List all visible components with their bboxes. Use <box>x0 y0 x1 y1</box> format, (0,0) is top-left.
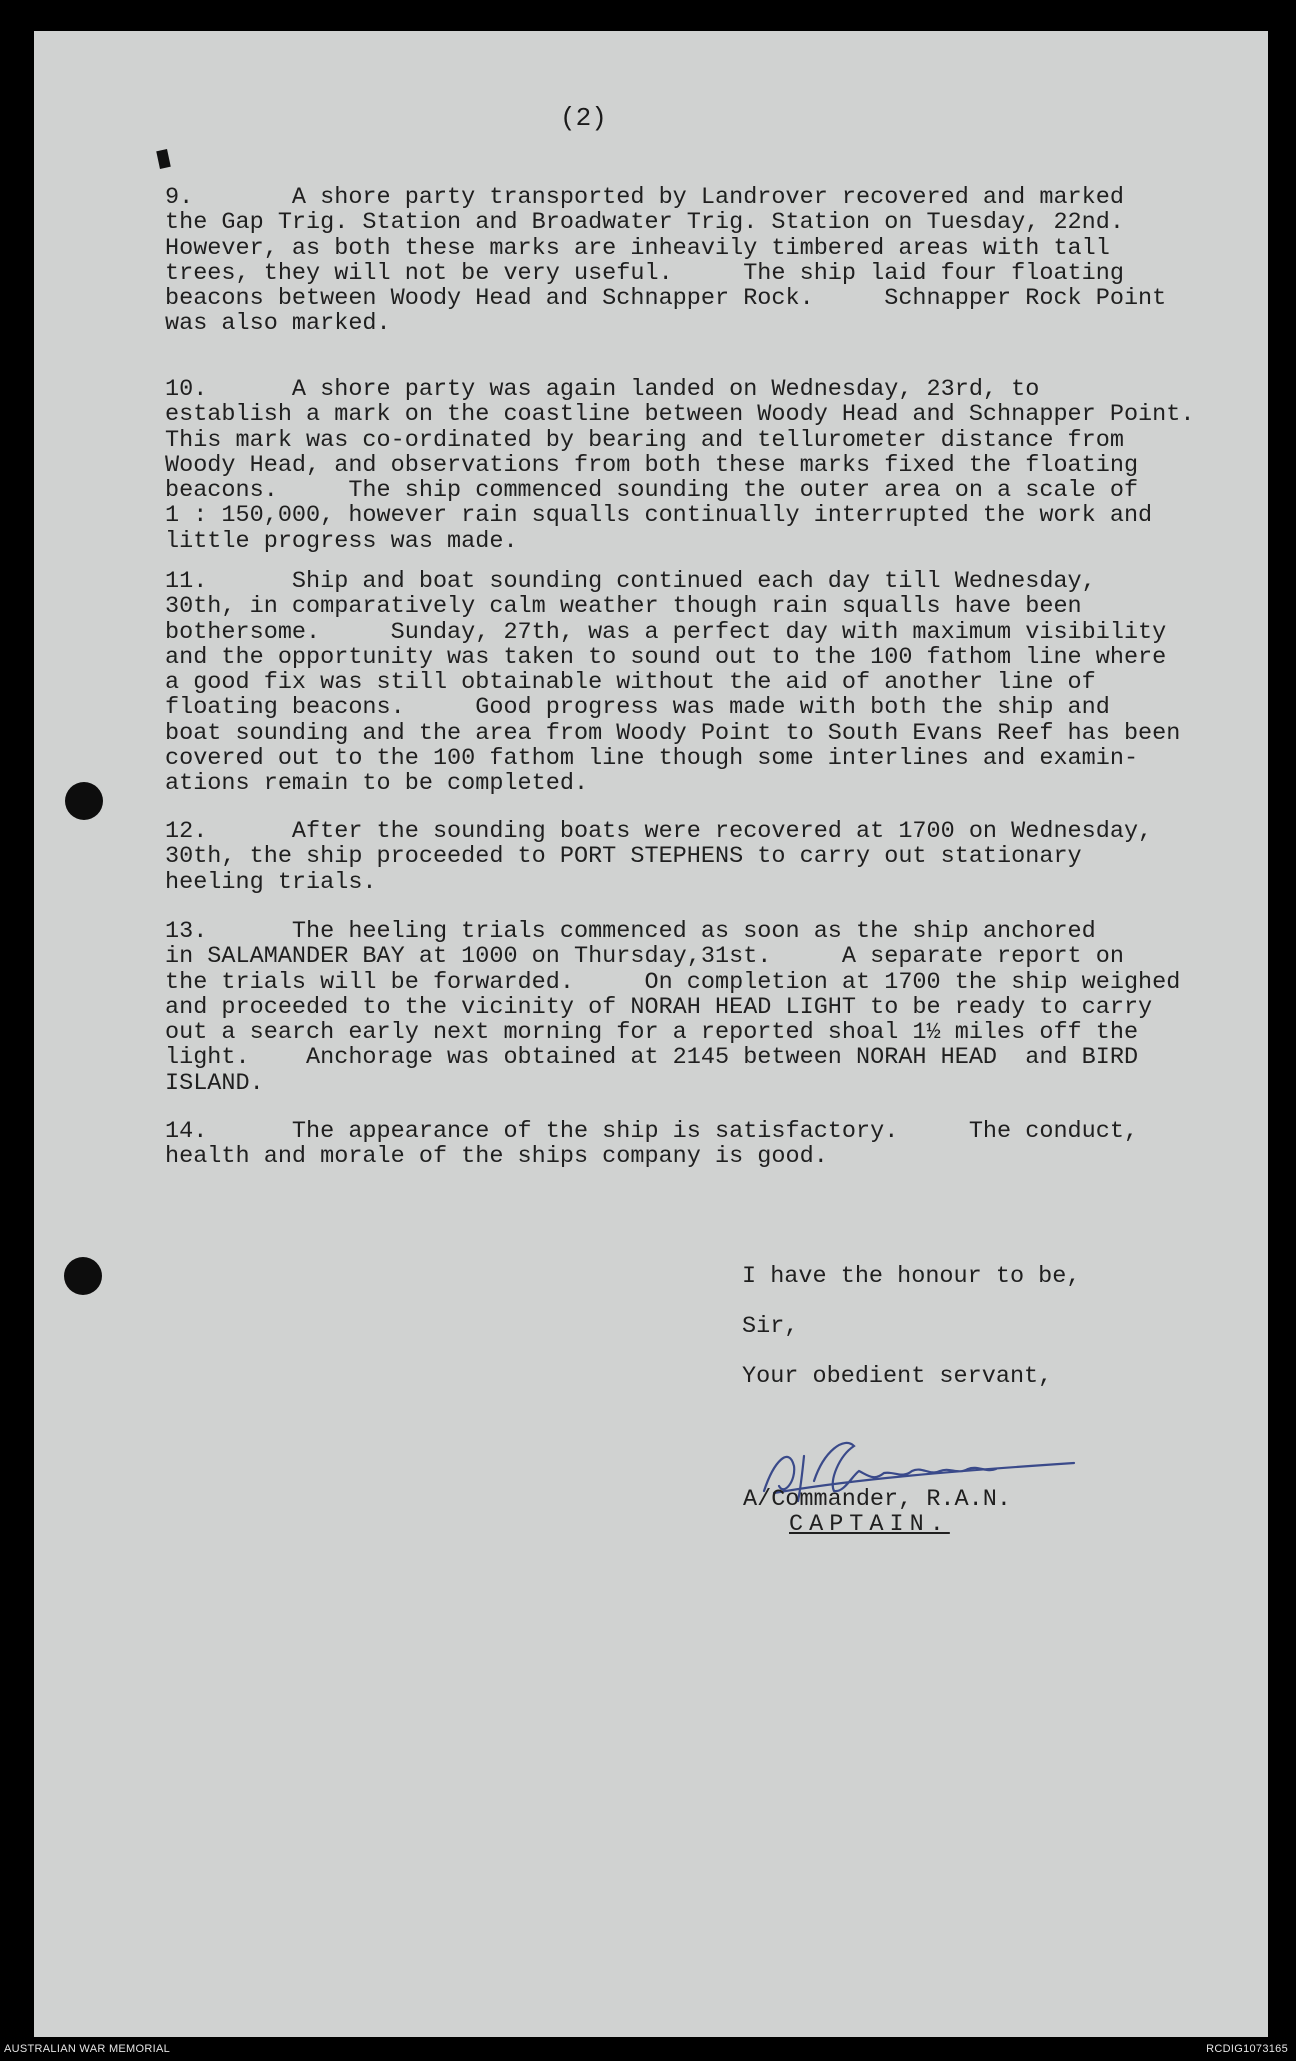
signatory-rank: A/Commander, R.A.N. <box>743 1486 1011 1513</box>
paragraph-line: bothersome. Sunday, 27th, was a perfect day with maximum visibility <box>165 618 1167 646</box>
paragraph-line: Woody Head, and observations from both these marks fixed the floating <box>165 451 1139 479</box>
paragraph-line: 12. After the sounding boats were recovered at 1700 on Wednesday, <box>165 818 1153 845</box>
paragraph-line: floating beacons. Good progress was made with both the ship and <box>165 694 1110 722</box>
signatory-title: CAPTAIN. <box>789 1511 950 1538</box>
paragraph-line: ations remain to be completed. <box>165 770 589 798</box>
paragraph-line: the Gap Trig. Station and Broadwater Trig. Station on Tuesday, 22nd. <box>165 209 1124 237</box>
footer-record-id: RCDIG1073165 <box>1206 2043 1288 2055</box>
paragraph <box>165 1119 1245 1170</box>
paragraph-line: light. Anchorage was obtained at 2145 between NORAH HEAD and BIRD <box>165 1044 1139 1072</box>
paragraph-line: 11. Ship and boat sounding continued each day till Wednesday, <box>165 568 1096 595</box>
paragraph <box>165 377 1245 554</box>
paragraph-line: the trials will be forwarded. On completion at 1700 the ship weighed <box>165 968 1181 996</box>
paragraph-line: beacons between Woody Head and Schnapper Rock. Schnapper Rock Point <box>165 285 1167 313</box>
paragraph-line: in SALAMANDER BAY at 1000 on Thursday,31st. A separate report on <box>165 943 1124 971</box>
paragraph-line: and the opportunity was taken to sound out to the 100 fathom line where <box>165 643 1167 671</box>
paragraph <box>165 919 1245 1096</box>
paragraph-line: 13. The heeling trials commenced as soon as the ship anchored <box>165 918 1096 945</box>
paragraph-line: beacons. The ship commenced sounding the outer area on a scale of <box>165 477 1139 505</box>
closing-line-2: Sir, <box>742 1313 799 1340</box>
closing-line-3: Your obedient servant, <box>742 1363 1053 1390</box>
paragraph-line: ISLAND. <box>165 1069 264 1097</box>
paragraph <box>165 185 1245 337</box>
paragraph-line: covered out to the 100 fathom line though some interlines and examin- <box>165 745 1139 773</box>
paragraph-line: 30th, in comparatively calm weather though rain squalls have been <box>165 593 1082 621</box>
paragraph <box>165 819 1245 895</box>
paragraph-line: was also marked. <box>165 310 391 338</box>
paragraph-line: trees, they will not be very useful. The ship laid four floating <box>165 259 1124 287</box>
paragraph-line: However, as both these marks are inheavily timbered areas with tall <box>165 234 1110 262</box>
paragraph-line: health and morale of the ships company is good. <box>165 1143 828 1171</box>
paragraph-line: heeling trials. <box>165 868 377 896</box>
paragraph-line: 9. A shore party transported by Landrover recovered and marked <box>165 184 1124 211</box>
paragraph-line: 1 : 150,000, however rain squalls continually interrupted the work and <box>165 502 1153 530</box>
paragraph-line: a good fix was still obtainable without the aid of another line of <box>165 669 1096 697</box>
punch-hole-bottom <box>64 1257 102 1295</box>
paragraph-line: 10. A shore party was again landed on Wednesday, 23rd, to <box>165 376 1040 403</box>
paragraph-line: This mark was co-ordinated by bearing and tellurometer distance from <box>165 426 1124 454</box>
paragraph <box>165 569 1245 797</box>
page-number: (2) <box>560 103 607 133</box>
footer-archive-name: AUSTRALIAN WAR MEMORIAL <box>4 2043 171 2055</box>
punch-hole-top <box>65 782 103 820</box>
closing-line-1: I have the honour to be, <box>742 1263 1081 1290</box>
paragraph-line: 30th, the ship proceeded to PORT STEPHENS to carry out stationary <box>165 843 1082 871</box>
paragraph-line: and proceeded to the vicinity of NORAH HEAD LIGHT to be ready to carry <box>165 993 1153 1021</box>
paragraph-line: little progress was made. <box>165 527 518 555</box>
paragraph-line: 14. The appearance of the ship is satisfactory. The conduct, <box>165 1118 1139 1145</box>
document-page <box>34 31 1268 2037</box>
paragraph-line: boat sounding and the area from Woody Point to South Evans Reef has been <box>165 719 1181 747</box>
paragraph-line: out a search early next morning for a reported shoal 1½ miles off the <box>165 1019 1139 1047</box>
typewriter-mark <box>156 149 171 169</box>
paragraph-line: establish a mark on the coastline between Woody Head and Schnapper Point. <box>165 401 1195 429</box>
